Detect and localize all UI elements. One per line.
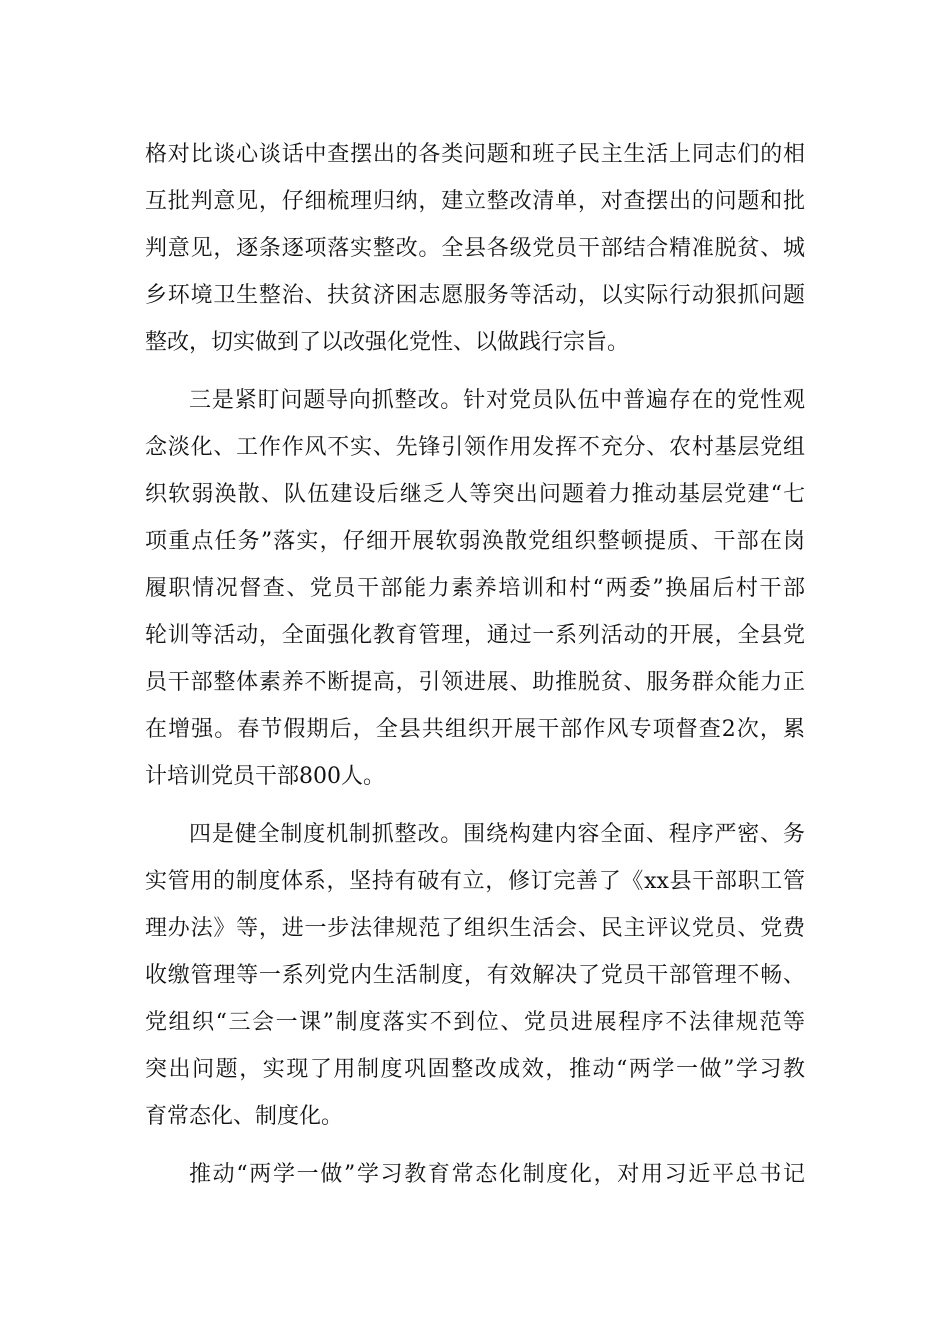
text-line: 判意见，逐条逐项落实整改。全县各级党员干部结合精准脱贫、城 [145,236,805,261]
text-line: 党组织“三会一课”制度落实不到位、党员进展程序不法律规范等 [145,1010,805,1035]
paragraph-first-line: 四是健全制度机制抓整改。围绕构建内容全面、程序严密、务 [189,822,805,847]
text-line: 员干部整体素养不断提高，引领进展、助推脱贫、服务群众能力正 [145,670,805,695]
text-line: 育常态化、制度化。 [145,1104,344,1129]
text-line: 轮训等活动，全面强化教育管理，通过一系列活动的开展，全县党 [145,623,805,648]
paragraph-first-line: 三是紧盯问题导向抓整改。针对党员队伍中普遍存在的党性观 [189,388,805,413]
text-line: 实管用的制度体系，坚持有破有立，修订完善了《xx县干部职工管 [145,869,805,894]
text-line: 突出问题，实现了用制度巩固整改成效，推动“两学一做”学习教 [145,1057,805,1082]
text-line: 乡环境卫生整治、扶贫济困志愿服务等活动，以实际行动狠抓问题 [145,283,805,308]
text-line: 格对比谈心谈话中查摆出的各类问题和班子民主生活上同志们的相 [145,142,805,167]
text-line: 理办法》等，进一步法律规范了组织生活会、民主评议党员、党费 [145,916,805,941]
paragraph-first-line: 推动“两学一做”学习教育常态化制度化，对用习近平总书记 [189,1162,805,1187]
text-line: 织软弱涣散、队伍建设后继乏人等突出问题着力推动基层党建“七 [145,482,805,507]
text-line: 互批判意见，仔细梳理归纳，建立整改清单，对查摆出的问题和批 [145,189,805,214]
text-line: 在增强。春节假期后，全县共组织开展干部作风专项督查2次，累 [145,717,805,742]
text-line: 整改，切实做到了以改强化党性、以做践行宗旨。 [145,330,630,355]
text-line: 念淡化、工作作风不实、先锋引领作用发挥不充分、农村基层党组 [145,435,805,460]
text-line: 收缴管理等一系列党内生活制度，有效解决了党员干部管理不畅、 [145,963,805,988]
text-line: 履职情况督查、党员干部能力素养培训和村“两委”换届后村干部 [145,576,805,601]
text-line: 计培训党员干部800人。 [145,764,385,789]
text-line: 项重点任务”落实，仔细开展软弱涣散党组织整顿提质、干部在岗 [145,529,805,554]
